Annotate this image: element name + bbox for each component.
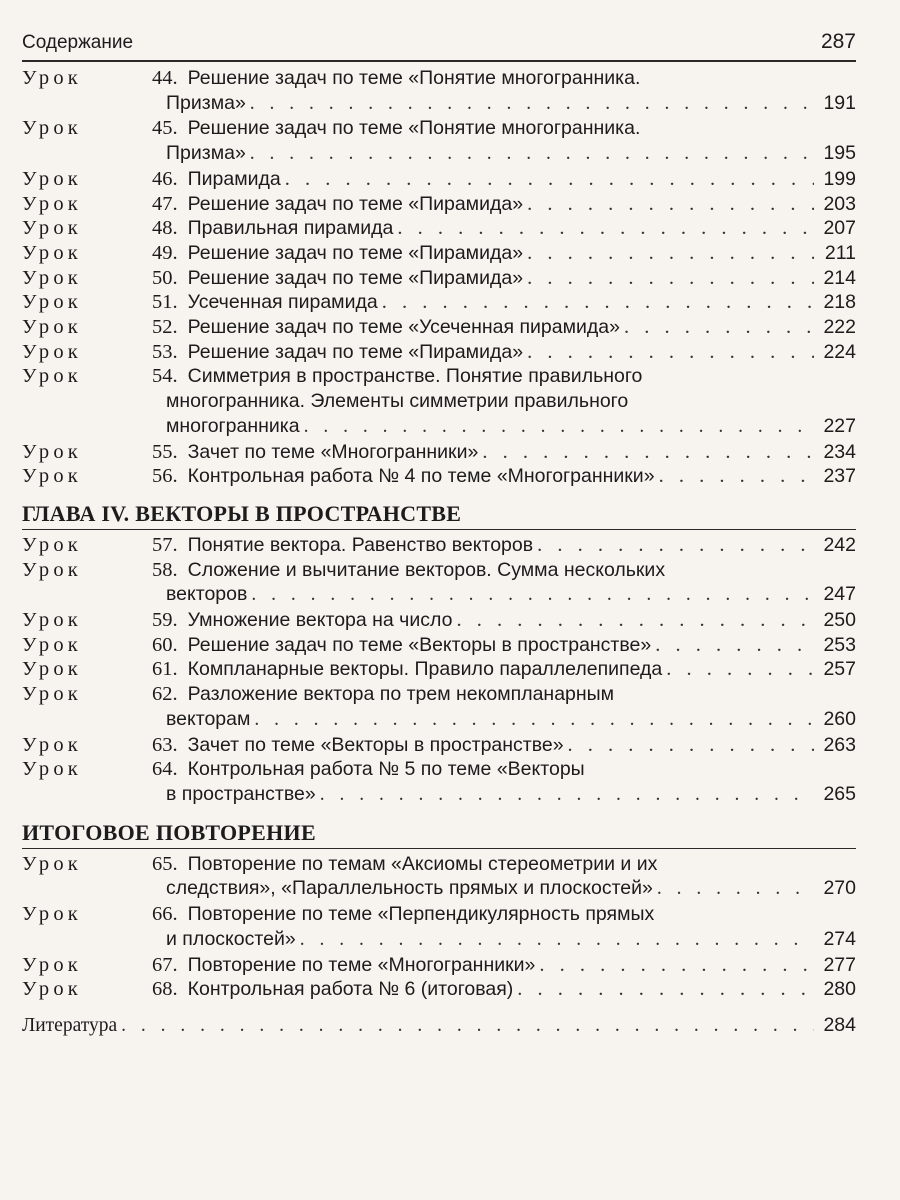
page-number: 287	[820, 30, 856, 53]
lesson-number: 49.	[152, 241, 178, 264]
lesson-label: Урок	[22, 365, 82, 388]
toc-entry[interactable]	[22, 116, 856, 166]
entry-title: Решение задач по теме «Понятие многогранника.	[187, 117, 641, 140]
lesson-label: Урок	[22, 978, 82, 1001]
toc-entry[interactable]	[22, 464, 856, 489]
entry-page: 207	[823, 217, 856, 240]
dot-leader	[304, 415, 814, 440]
toc-entry[interactable]	[22, 315, 856, 340]
dot-leader	[657, 877, 814, 902]
entry-page: 250	[823, 609, 856, 632]
entry-page: 199	[823, 167, 856, 190]
toc-entry[interactable]	[22, 216, 856, 241]
toc-entry[interactable]	[22, 608, 856, 633]
entry-title: Решение задач по теме «Векторы в пространстве»	[187, 633, 652, 656]
entry-title: Разложение вектора по трем некомпланарным	[187, 683, 615, 706]
toc-entry[interactable]	[22, 757, 856, 807]
entry-title: Решение задач по теме «Пирамида»	[187, 340, 524, 363]
entry-page: 277	[823, 953, 856, 976]
dot-leader	[382, 290, 814, 315]
lesson-label: Урок	[22, 558, 82, 581]
toc-entry[interactable]	[22, 364, 856, 439]
lesson-label: Урок	[22, 340, 82, 363]
entry-title: Правильная пирамида	[187, 217, 394, 240]
lesson-number: 59.	[152, 609, 178, 632]
entry-page: 274	[823, 927, 856, 950]
lesson-label: Урок	[22, 733, 82, 756]
lesson-label: Урок	[22, 903, 82, 926]
toc-entry[interactable]	[22, 290, 856, 315]
lesson-label: Урок	[22, 658, 82, 681]
dot-leader	[624, 315, 814, 340]
entry-page: 203	[823, 192, 856, 215]
lesson-number: 66.	[152, 903, 178, 926]
dot-leader	[527, 266, 814, 291]
entry-title: Решение задач по теме «Пирамида»	[187, 192, 524, 215]
lesson-number: 55.	[152, 440, 178, 463]
entry-page: 227	[823, 414, 856, 437]
toc-entry[interactable]	[22, 340, 856, 365]
lesson-label: Урок	[22, 852, 82, 875]
lesson-label: Урок	[22, 440, 82, 463]
entry-title: Зачет по теме «Многогранники»	[187, 440, 479, 463]
lesson-number: 60.	[152, 633, 178, 656]
dot-leader	[666, 657, 814, 682]
toc-entry[interactable]	[22, 682, 856, 732]
lesson-number: 52.	[152, 316, 178, 339]
lesson-label: Урок	[22, 633, 82, 656]
lesson-number: 58.	[152, 558, 178, 581]
lesson-number: 67.	[152, 953, 178, 976]
entry-page: 242	[823, 533, 856, 556]
lesson-number: 45.	[152, 117, 178, 140]
lesson-number: 54.	[152, 365, 178, 388]
toc-entry[interactable]	[22, 440, 856, 465]
lesson-label: Урок	[22, 192, 82, 215]
entry-page: 284	[823, 1013, 856, 1036]
toc-entry[interactable]	[22, 657, 856, 682]
entry-title: Решение задач по теме «Понятие многогранника.	[187, 67, 641, 89]
dot-leader	[456, 608, 814, 633]
dot-leader	[250, 142, 814, 167]
entry-title: Литература	[22, 1014, 118, 1036]
lesson-label: Урок	[22, 465, 82, 488]
dot-leader	[527, 192, 814, 217]
lesson-number: 62.	[152, 683, 178, 706]
toc-entry[interactable]	[22, 633, 856, 658]
toc-entry[interactable]	[22, 902, 856, 952]
entry-title: Решение задач по теме «Пирамида»	[187, 241, 524, 264]
toc-entry[interactable]	[22, 533, 856, 558]
entry-title: и плоскостей»	[166, 927, 296, 950]
dot-leader	[254, 708, 814, 733]
dot-leader	[397, 216, 814, 241]
toc-entry[interactable]	[22, 953, 856, 978]
entry-page: 195	[823, 142, 856, 165]
lesson-number: 53.	[152, 340, 178, 363]
dot-leader	[517, 977, 814, 1002]
chapter-heading-review: ИТОГОВОЕ ПОВТОРЕНИЕ	[22, 808, 856, 849]
lesson-number: 57.	[152, 533, 178, 556]
lesson-number: 47.	[152, 192, 178, 215]
entry-page: 247	[823, 583, 856, 606]
lesson-label: Урок	[22, 167, 82, 190]
dot-leader	[527, 340, 814, 365]
dot-leader	[537, 533, 814, 558]
dot-leader	[250, 92, 814, 117]
entry-page: 222	[823, 316, 856, 339]
toc-entry[interactable]	[22, 66, 856, 116]
toc-entry-literature[interactable]	[22, 1014, 856, 1037]
dot-leader	[655, 633, 814, 658]
dot-leader	[121, 1015, 814, 1037]
entry-page: 257	[823, 658, 856, 681]
entry-page: 214	[823, 266, 856, 289]
chapter-heading-vectors: ГЛАВА IV. ВЕКТОРЫ В ПРОСТРАНСТВЕ	[22, 489, 856, 530]
entry-page: 253	[823, 633, 856, 656]
lesson-label: Урок	[22, 683, 82, 706]
entry-title: Контрольная работа № 4 по теме «Многогранники»	[187, 465, 655, 488]
lesson-list-polyhedra	[22, 66, 856, 489]
dot-leader	[285, 167, 814, 192]
entry-title: векторам	[166, 707, 251, 730]
entry-title: Повторение по темам «Аксиомы стереометрии и их	[187, 852, 658, 875]
lesson-number: 50.	[152, 266, 178, 289]
dot-leader	[659, 464, 814, 489]
lesson-number: 61.	[152, 658, 178, 681]
entry-title: Пирамида	[187, 167, 281, 190]
toc-entry[interactable]	[22, 241, 856, 266]
lesson-label: Урок	[22, 758, 82, 781]
lesson-label: Урок	[22, 117, 82, 140]
lesson-number: 65.	[152, 852, 178, 875]
toc-entry[interactable]	[22, 192, 856, 217]
dot-leader	[527, 241, 814, 266]
toc-entry[interactable]	[22, 977, 856, 1002]
entry-title: Призма»	[166, 91, 246, 114]
entry-title: в пространстве»	[166, 782, 316, 805]
entry-title: Контрольная работа № 5 по теме «Векторы	[187, 758, 585, 781]
toc-entry[interactable]	[22, 266, 856, 291]
entry-title: Сложение и вычитание векторов. Сумма нескольких	[187, 558, 666, 581]
entry-title: многогранника	[166, 414, 300, 437]
lesson-label: Урок	[22, 609, 82, 632]
lesson-number: 68.	[152, 978, 178, 1001]
entry-title: Призма»	[166, 142, 246, 165]
entry-page: 191	[823, 91, 856, 114]
lesson-number: 56.	[152, 465, 178, 488]
entry-page: 224	[823, 340, 856, 363]
lesson-label: Урок	[22, 291, 82, 314]
entry-title: Умножение вектора на число	[187, 609, 453, 632]
lesson-label: Урок	[22, 533, 82, 556]
toc-entry[interactable]	[22, 167, 856, 192]
entry-title: многогранника. Элементы симметрии правильного	[166, 390, 629, 413]
entry-title: Симметрия в пространстве. Понятие правильного	[187, 365, 643, 388]
lesson-label: Урок	[22, 217, 82, 240]
toc-entry[interactable]	[22, 733, 856, 758]
entry-page: 280	[823, 978, 856, 1001]
lesson-label: Урок	[22, 316, 82, 339]
entry-title: Решение задач по теме «Пирамида»	[187, 266, 524, 289]
lesson-list-vectors	[22, 533, 856, 808]
entry-page: 211	[824, 241, 856, 264]
entry-title: Решение задач по теме «Усеченная пирамида»	[187, 316, 620, 339]
lesson-label: Урок	[22, 67, 82, 89]
entry-title: Понятие вектора. Равенство векторов	[187, 533, 534, 556]
lesson-label: Урок	[22, 241, 82, 264]
entry-title: следствия», «Параллельность прямых и плоскостей»	[166, 877, 653, 900]
entry-page: 234	[823, 440, 856, 463]
toc-entry[interactable]	[22, 558, 856, 608]
lesson-number: 48.	[152, 217, 178, 240]
dot-leader	[482, 440, 814, 465]
dot-leader	[539, 953, 814, 978]
entry-page: 237	[823, 465, 856, 488]
entry-page: 260	[823, 707, 856, 730]
lesson-number: 64.	[152, 758, 178, 781]
entry-title: Усеченная пирамида	[187, 291, 378, 314]
entry-page: 270	[823, 877, 856, 900]
entry-page: 218	[823, 291, 856, 314]
entry-page: 263	[823, 733, 856, 756]
entry-title: Контрольная работа № 6 (итоговая)	[187, 978, 514, 1001]
entry-page: 265	[823, 782, 856, 805]
lesson-label: Урок	[22, 953, 82, 976]
entry-title: Компланарные векторы. Правило параллелепипеда	[187, 658, 663, 681]
lesson-number: 44.	[152, 67, 178, 89]
entry-title: Повторение по теме «Многогранники»	[187, 953, 536, 976]
lesson-number: 63.	[152, 733, 178, 756]
lesson-label: Урок	[22, 266, 82, 289]
lesson-list-review	[22, 852, 856, 1002]
dot-leader	[568, 733, 814, 758]
page-header	[22, 30, 856, 62]
entry-title: Зачет по теме «Векторы в пространстве»	[187, 733, 564, 756]
lesson-number: 51.	[152, 291, 178, 314]
entry-title: Повторение по теме «Перпендикулярность прямых	[187, 903, 655, 926]
running-title: Содержание	[22, 32, 134, 53]
toc-entry[interactable]	[22, 852, 856, 902]
dot-leader	[251, 583, 814, 608]
lesson-number: 46.	[152, 167, 178, 190]
dot-leader	[320, 783, 814, 808]
dot-leader	[300, 928, 814, 953]
entry-title: векторов	[166, 583, 248, 606]
